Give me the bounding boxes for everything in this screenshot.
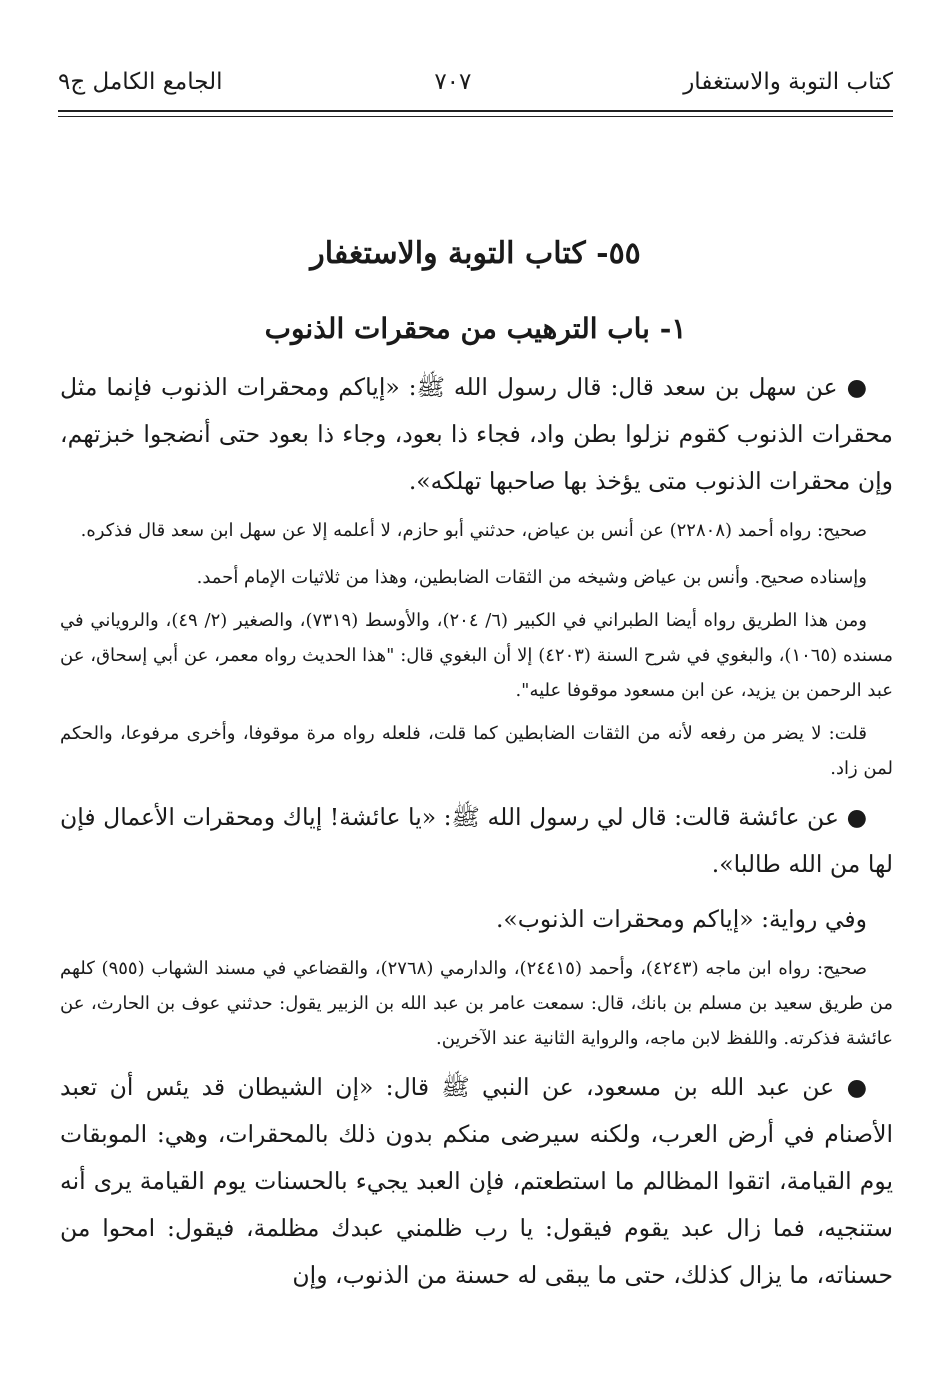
header-rule-thin xyxy=(58,116,893,117)
page-body xyxy=(60,364,893,1299)
tabarani-note: ومن هذا الطريق رواه أيضا الطبراني في الكبير (٦/ ٢٠٤)، والأوسط (٧٣١٩)، والصغير (٢/ ٤٩)، والروياني في مسنده (١٠٦٥)، والبغوي في شرح السنة (٤٢٠٣) إلا أن البغوي قال: "هذا الحديث رواه معمر، عن أبي إسحاق، عن عبد الرحمن بن يزيد، عن ابن مسعود موقوفا عليه". xyxy=(60,610,893,701)
running-header xyxy=(58,62,893,102)
section-title: ١- باب الترهيب من محقرات الذنوب xyxy=(264,312,687,345)
header-book-title: الجامع الكامل ج٩ xyxy=(58,69,223,95)
qultu-note: قلت: لا يضر من رفعه لأنه من الثقات الضابطين كما قلت، فلعله رواه مرة موقوفا، وأخرى مرفوعا، والحكم لمن زاد. xyxy=(60,723,893,779)
chapter-title: ٥٥- كتاب التوبة والاستغفار xyxy=(310,236,641,271)
header-page-number: ٧٠٧ xyxy=(434,69,472,95)
header-rule-thick xyxy=(58,110,893,112)
takhrij-ibn-majah: صحيح: رواه ابن ماجه (٤٢٤٣)، وأحمد (٢٤٤١٥)، والدارمي (٢٧٦٨)، والقضاعي في مسند الشهاب (٩٥٥) كلهم من طريق سعيد بن مسلم بن بانك، قال: سمعت عامر بن عبد الله بن الزبير يقول: حدثني عوف بن الحارث، عن عائشة فذكرته. واللفظ لابن ماجه، والرواية الثانية عند الآخرين. xyxy=(60,958,893,1049)
riwaya-note: وفي رواية: «إياكم ومحقرات الذنوب». xyxy=(495,905,867,933)
header-book-section: كتاب التوبة والاستغفار xyxy=(683,69,893,95)
isnad-note: وإسناده صحيح. وأنس بن عياض وشيخه من الثقات الضابطين، وهذا من ثلاثيات الإمام أحمد. xyxy=(196,567,867,588)
hadith-aisha: ● عن عائشة قالت: قال لي رسول الله ﷺ: «يا عائشة! إياك ومحقرات الأعمال فإن لها من الله طالبا». xyxy=(60,803,893,878)
hadith-ibn-masud: ● عن عبد الله بن مسعود، عن النبي ﷺ قال: «إن الشيطان قد يئس أن تعبد الأصنام في أرض العرب، ولكنه سيرضى منكم بدون ذلك بالمحقرات، وهي: الموبقات يوم القيامة، اتقوا المظالم ما استطعتم، فإن العبد يجيء بالحسنات يوم القيامة يرى أنه ستنجيه، فما زال عبد يقوم فيقول: يا رب ظلمني عبدك مظلمة، فيقول: امحوا من حسناته، ما يزال كذلك، حتى ما يبقى له حسنة من الذنوب، وإن xyxy=(60,1073,893,1289)
hadith-sahl-ibn-saad: ● عن سهل بن سعد قال: قال رسول الله ﷺ: «إياكم ومحقرات الذنوب فإنما مثل محقرات الذنوب كقوم نزلوا بطن واد، فجاء ذا بعود، وجاء ذا بعود حتى أنضجوا خبزتهم، وإن محقرات الذنوب متى يؤخذ بها صاحبها تهلكه». xyxy=(60,373,893,495)
takhrij-ahmad: صحيح: رواه أحمد (٢٢٨٠٨) عن أنس بن عياض، حدثني أبو حازم، لا أعلمه إلا عن سهل ابن سعد قال فذكره. xyxy=(80,520,867,541)
